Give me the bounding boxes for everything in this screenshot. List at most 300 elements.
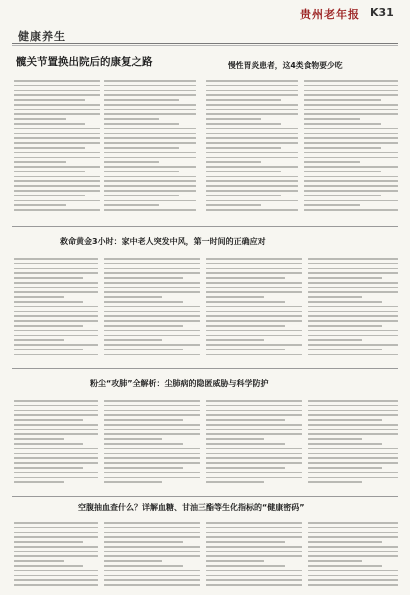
text-line bbox=[308, 258, 398, 260]
text-line bbox=[104, 584, 200, 586]
text-line bbox=[206, 541, 285, 543]
text-line bbox=[206, 137, 298, 139]
article-5-col-2 bbox=[104, 522, 200, 590]
text-line bbox=[14, 315, 98, 317]
section-divider-3 bbox=[12, 496, 398, 497]
text-line bbox=[304, 80, 398, 82]
text-line bbox=[104, 180, 196, 182]
text-line bbox=[104, 330, 200, 332]
text-line bbox=[308, 419, 382, 421]
article-3-col-4 bbox=[308, 258, 398, 362]
text-line bbox=[308, 263, 398, 265]
text-line bbox=[308, 339, 362, 341]
text-line bbox=[308, 325, 382, 327]
text-line bbox=[14, 555, 98, 557]
text-line bbox=[304, 90, 398, 92]
text-line bbox=[304, 137, 398, 139]
text-line bbox=[308, 424, 398, 426]
text-line bbox=[308, 443, 382, 445]
text-line bbox=[308, 277, 382, 279]
text-line bbox=[14, 209, 100, 211]
article-5-col-1 bbox=[14, 522, 98, 590]
text-line bbox=[206, 282, 302, 284]
text-line bbox=[206, 185, 298, 187]
text-line bbox=[206, 438, 264, 440]
text-line bbox=[304, 128, 398, 130]
text-line bbox=[206, 128, 298, 130]
text-line bbox=[206, 457, 302, 459]
text-line bbox=[104, 536, 200, 538]
text-line bbox=[308, 268, 398, 270]
text-line bbox=[206, 94, 298, 96]
text-line bbox=[14, 546, 98, 548]
text-line bbox=[14, 268, 98, 270]
text-line bbox=[104, 133, 196, 135]
text-line bbox=[14, 453, 98, 455]
text-line bbox=[206, 429, 302, 431]
text-line bbox=[308, 311, 398, 313]
text-line bbox=[14, 424, 98, 426]
text-line bbox=[14, 152, 100, 154]
text-line bbox=[206, 325, 285, 327]
text-line bbox=[308, 536, 398, 538]
text-line bbox=[304, 118, 360, 120]
text-line bbox=[308, 272, 398, 274]
text-line bbox=[104, 467, 183, 469]
text-line bbox=[104, 171, 179, 173]
text-line bbox=[206, 584, 302, 586]
text-line bbox=[308, 306, 398, 308]
text-line bbox=[308, 344, 398, 346]
text-line bbox=[308, 349, 382, 351]
text-line bbox=[206, 349, 285, 351]
text-line bbox=[104, 575, 200, 577]
text-line bbox=[14, 291, 98, 293]
text-line bbox=[206, 200, 298, 202]
text-line bbox=[14, 536, 98, 538]
text-line bbox=[104, 315, 200, 317]
article-1-col-1 bbox=[14, 80, 100, 220]
text-line bbox=[206, 419, 285, 421]
text-line bbox=[14, 263, 98, 265]
text-line bbox=[206, 277, 285, 279]
text-line bbox=[104, 204, 159, 206]
text-line bbox=[104, 429, 200, 431]
text-line bbox=[206, 424, 302, 426]
text-line bbox=[304, 195, 381, 197]
text-line bbox=[308, 429, 398, 431]
text-line bbox=[14, 94, 100, 96]
text-line bbox=[308, 546, 398, 548]
text-line bbox=[206, 104, 298, 106]
text-line bbox=[14, 467, 83, 469]
text-line bbox=[104, 209, 196, 211]
text-line bbox=[304, 200, 398, 202]
article-2-title: 慢性胃炎患者，这4类食物要少吃 bbox=[228, 61, 343, 70]
text-line bbox=[206, 180, 298, 182]
text-line bbox=[14, 477, 98, 479]
text-line bbox=[206, 147, 281, 149]
text-line bbox=[206, 152, 298, 154]
text-line bbox=[304, 166, 398, 168]
text-line bbox=[206, 171, 281, 173]
text-line bbox=[206, 560, 264, 562]
text-line bbox=[104, 414, 200, 416]
text-line bbox=[104, 472, 200, 474]
text-line bbox=[14, 405, 98, 407]
text-line bbox=[104, 272, 200, 274]
text-line bbox=[104, 287, 200, 289]
text-line bbox=[14, 311, 98, 313]
article-4-title: 粉尘“攻肺”全解析：尘肺病的隐匿威胁与科学防护 bbox=[90, 379, 269, 388]
text-line bbox=[104, 291, 200, 293]
text-line bbox=[104, 339, 162, 341]
text-line bbox=[14, 296, 64, 298]
text-line bbox=[304, 85, 398, 87]
text-line bbox=[206, 400, 302, 402]
text-line bbox=[14, 142, 100, 144]
text-line bbox=[206, 443, 285, 445]
text-line bbox=[14, 166, 100, 168]
text-line bbox=[14, 457, 98, 459]
text-line bbox=[104, 481, 162, 483]
text-line bbox=[14, 99, 85, 101]
text-line bbox=[14, 90, 100, 92]
text-line bbox=[206, 209, 298, 211]
text-line bbox=[206, 472, 302, 474]
text-line bbox=[14, 190, 100, 192]
text-line bbox=[14, 575, 98, 577]
text-line bbox=[14, 414, 98, 416]
text-line bbox=[14, 306, 98, 308]
text-line bbox=[206, 551, 302, 553]
header-rule bbox=[12, 43, 398, 44]
text-line bbox=[308, 457, 398, 459]
text-line bbox=[104, 99, 179, 101]
text-line bbox=[308, 282, 398, 284]
text-line bbox=[308, 481, 362, 483]
text-line bbox=[14, 109, 100, 111]
text-line bbox=[304, 176, 398, 178]
text-line bbox=[308, 320, 398, 322]
text-line bbox=[104, 166, 196, 168]
text-line bbox=[14, 472, 98, 474]
text-line bbox=[14, 579, 98, 581]
text-line bbox=[14, 339, 64, 341]
text-line bbox=[104, 118, 159, 120]
text-line bbox=[308, 291, 398, 293]
text-line bbox=[206, 287, 302, 289]
text-line bbox=[308, 296, 362, 298]
text-line bbox=[104, 306, 200, 308]
text-line bbox=[14, 277, 83, 279]
text-line bbox=[104, 560, 162, 562]
article-2-col-2 bbox=[304, 80, 398, 220]
text-line bbox=[14, 481, 64, 483]
text-line bbox=[14, 113, 100, 115]
text-line bbox=[14, 532, 98, 534]
text-line bbox=[206, 335, 302, 337]
text-line bbox=[14, 118, 66, 120]
text-line bbox=[14, 330, 98, 332]
text-line bbox=[308, 579, 398, 581]
text-line bbox=[104, 200, 196, 202]
text-line bbox=[206, 532, 302, 534]
text-line bbox=[206, 462, 302, 464]
text-line bbox=[304, 147, 381, 149]
text-line bbox=[308, 584, 398, 586]
text-line bbox=[308, 527, 398, 529]
text-line bbox=[104, 522, 200, 524]
text-line bbox=[14, 287, 98, 289]
text-line bbox=[206, 85, 298, 87]
text-line bbox=[104, 104, 196, 106]
text-line bbox=[14, 429, 98, 431]
text-line bbox=[206, 99, 281, 101]
text-line bbox=[308, 453, 398, 455]
text-line bbox=[104, 142, 196, 144]
text-line bbox=[308, 565, 382, 567]
text-line bbox=[104, 555, 200, 557]
text-line bbox=[206, 527, 302, 529]
article-4-col-4 bbox=[308, 400, 398, 490]
text-line bbox=[206, 315, 302, 317]
text-line bbox=[14, 258, 98, 260]
text-line bbox=[104, 268, 200, 270]
text-line bbox=[14, 137, 100, 139]
text-line bbox=[308, 433, 398, 435]
text-line bbox=[206, 354, 302, 356]
text-line bbox=[104, 176, 196, 178]
newspaper-name: 贵州老年报 bbox=[300, 8, 360, 21]
text-line bbox=[206, 477, 302, 479]
text-line bbox=[14, 104, 100, 106]
text-line bbox=[14, 157, 100, 159]
page-number: K31 bbox=[370, 6, 394, 19]
text-line bbox=[304, 99, 381, 101]
text-line bbox=[206, 522, 302, 524]
text-line bbox=[104, 448, 200, 450]
text-line bbox=[104, 109, 196, 111]
text-line bbox=[14, 527, 98, 529]
text-line bbox=[206, 481, 264, 483]
text-line bbox=[304, 185, 398, 187]
text-line bbox=[14, 541, 83, 543]
text-line bbox=[104, 311, 200, 313]
text-line bbox=[14, 282, 98, 284]
text-line bbox=[104, 325, 183, 327]
text-line bbox=[14, 335, 98, 337]
article-2-col-1 bbox=[206, 80, 298, 220]
text-line bbox=[308, 448, 398, 450]
text-line bbox=[104, 462, 200, 464]
text-line bbox=[104, 405, 200, 407]
article-4-col-2 bbox=[104, 400, 200, 490]
text-line bbox=[308, 560, 362, 562]
text-line bbox=[206, 263, 302, 265]
text-line bbox=[308, 414, 398, 416]
article-3-col-3 bbox=[206, 258, 302, 362]
text-line bbox=[104, 335, 200, 337]
text-line bbox=[104, 443, 183, 445]
text-line bbox=[14, 128, 100, 130]
text-line bbox=[104, 419, 183, 421]
text-line bbox=[14, 200, 100, 202]
text-line bbox=[308, 335, 398, 337]
text-line bbox=[206, 123, 281, 125]
text-line bbox=[104, 546, 200, 548]
text-line bbox=[14, 133, 100, 135]
text-line bbox=[104, 161, 159, 163]
text-line bbox=[206, 570, 302, 572]
text-line bbox=[14, 551, 98, 553]
text-line bbox=[206, 565, 285, 567]
text-line bbox=[308, 301, 382, 303]
text-line bbox=[308, 400, 398, 402]
text-line bbox=[304, 171, 381, 173]
article-3-title: 救命黄金3小时：家中老人突发中风，第一时间的正确应对 bbox=[60, 237, 266, 246]
text-line bbox=[104, 551, 200, 553]
text-line bbox=[206, 118, 261, 120]
text-line bbox=[14, 301, 83, 303]
text-line bbox=[304, 133, 398, 135]
text-line bbox=[104, 147, 179, 149]
text-line bbox=[14, 438, 64, 440]
text-line bbox=[104, 123, 179, 125]
text-line bbox=[206, 320, 302, 322]
text-line bbox=[206, 80, 298, 82]
text-line bbox=[308, 354, 398, 356]
text-line bbox=[206, 536, 302, 538]
text-line bbox=[14, 123, 85, 125]
text-line bbox=[104, 85, 196, 87]
text-line bbox=[206, 414, 302, 416]
text-line bbox=[14, 400, 98, 402]
text-line bbox=[206, 555, 302, 557]
text-line bbox=[104, 296, 162, 298]
text-line bbox=[206, 405, 302, 407]
text-line bbox=[308, 438, 362, 440]
text-line bbox=[14, 443, 83, 445]
article-4-col-1 bbox=[14, 400, 98, 490]
text-line bbox=[14, 176, 100, 178]
text-line bbox=[206, 453, 302, 455]
text-line bbox=[308, 410, 398, 412]
text-line bbox=[304, 109, 398, 111]
text-line bbox=[104, 438, 162, 440]
text-line bbox=[14, 85, 100, 87]
text-line bbox=[104, 410, 200, 412]
text-line bbox=[14, 195, 85, 197]
text-line bbox=[308, 477, 398, 479]
text-line bbox=[14, 80, 100, 82]
section-divider-2 bbox=[12, 368, 398, 369]
text-line bbox=[14, 354, 98, 356]
text-line bbox=[104, 477, 200, 479]
text-line bbox=[308, 570, 398, 572]
text-line bbox=[104, 195, 179, 197]
section-title: 健康养生 bbox=[18, 30, 66, 43]
text-line bbox=[304, 209, 398, 211]
text-line bbox=[104, 137, 196, 139]
text-line bbox=[14, 433, 98, 435]
text-line bbox=[304, 161, 360, 163]
text-line bbox=[104, 282, 200, 284]
text-line bbox=[104, 90, 196, 92]
text-line bbox=[14, 161, 66, 163]
text-line bbox=[14, 565, 83, 567]
article-3-col-1 bbox=[14, 258, 98, 362]
text-line bbox=[206, 467, 285, 469]
text-line bbox=[308, 575, 398, 577]
text-line bbox=[206, 195, 281, 197]
text-line bbox=[206, 109, 298, 111]
text-line bbox=[206, 433, 302, 435]
text-line bbox=[14, 180, 100, 182]
text-line bbox=[206, 204, 261, 206]
text-line bbox=[206, 133, 298, 135]
text-line bbox=[104, 320, 200, 322]
text-line bbox=[206, 142, 298, 144]
text-line bbox=[14, 171, 85, 173]
text-line bbox=[304, 157, 398, 159]
text-line bbox=[104, 349, 183, 351]
text-line bbox=[206, 296, 264, 298]
text-line bbox=[104, 457, 200, 459]
text-line bbox=[206, 113, 298, 115]
text-line bbox=[104, 152, 196, 154]
text-line bbox=[308, 405, 398, 407]
text-line bbox=[206, 190, 298, 192]
text-line bbox=[104, 453, 200, 455]
text-line bbox=[104, 354, 200, 356]
text-line bbox=[14, 349, 83, 351]
text-line bbox=[308, 315, 398, 317]
text-line bbox=[14, 560, 64, 562]
text-line bbox=[14, 320, 98, 322]
text-line bbox=[304, 113, 398, 115]
text-line bbox=[104, 565, 183, 567]
text-line bbox=[104, 190, 196, 192]
text-line bbox=[308, 462, 398, 464]
article-1-col-2 bbox=[104, 80, 196, 220]
text-line bbox=[206, 579, 302, 581]
text-line bbox=[206, 311, 302, 313]
text-line bbox=[308, 330, 398, 332]
text-line bbox=[206, 410, 302, 412]
text-line bbox=[104, 157, 196, 159]
text-line bbox=[308, 472, 398, 474]
text-line bbox=[206, 306, 302, 308]
text-line bbox=[206, 268, 302, 270]
text-line bbox=[14, 204, 66, 206]
text-line bbox=[206, 301, 285, 303]
text-line bbox=[14, 410, 98, 412]
text-line bbox=[104, 113, 196, 115]
text-line bbox=[104, 80, 196, 82]
text-line bbox=[104, 185, 196, 187]
text-line bbox=[104, 277, 183, 279]
text-line bbox=[104, 527, 200, 529]
text-line bbox=[206, 161, 261, 163]
text-line bbox=[206, 166, 298, 168]
text-line bbox=[104, 579, 200, 581]
text-line bbox=[14, 325, 83, 327]
text-line bbox=[104, 344, 200, 346]
text-line bbox=[308, 287, 398, 289]
text-line bbox=[206, 90, 298, 92]
article-5-title: 空腹抽血查什么？详解血糖、甘油三酯等生化指标的“健康密码” bbox=[78, 503, 305, 512]
